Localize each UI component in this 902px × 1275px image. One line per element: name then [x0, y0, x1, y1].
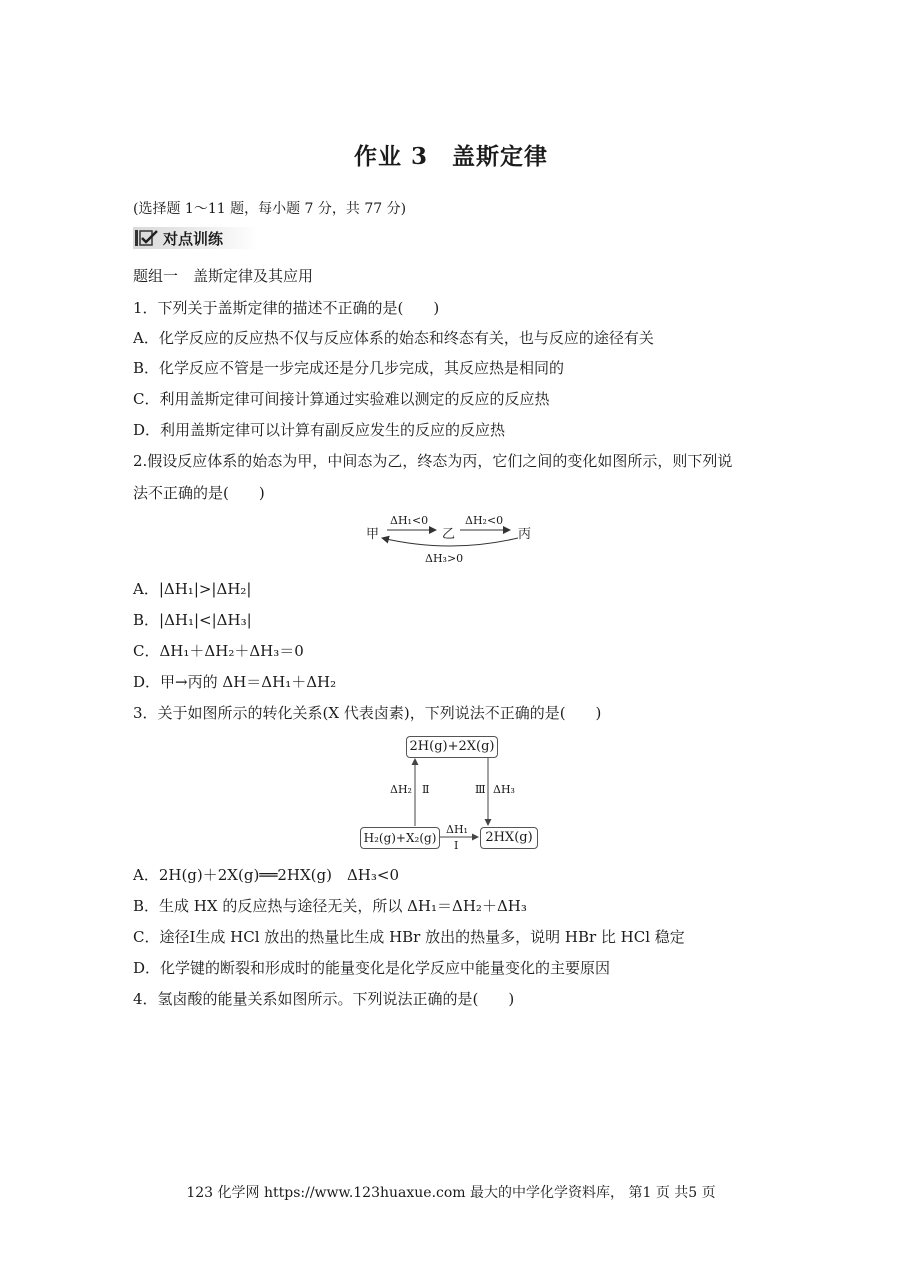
q3-box-left: H₂(g)+X₂(g) [360, 827, 440, 849]
q3-box-right: 2HX(g) [480, 827, 538, 849]
q3-label-dh3: ΔH₃ [493, 783, 515, 796]
score-note: (选择题 1～11 题，每小题 7 分，共 77 分) [133, 201, 407, 217]
group-heading: 题组一 盖斯定律及其应用 [133, 267, 314, 285]
q2-state-end: 丙 [518, 527, 532, 542]
q2-stem-line2: 法不正确的是( ) [133, 484, 265, 502]
q2-option-a: A．|ΔH₁|>|ΔH₂| [133, 580, 252, 598]
q3-option-c: C．途径Ⅰ生成 HCl 放出的热量比生成 HBr 放出的热量多，说明 HBr 比 HCl 稳定 [133, 928, 685, 946]
q2-option-d: D．甲→丙的 ΔH＝ΔH₁＋ΔH₂ [133, 673, 337, 691]
q2-state-mid: 乙 [442, 527, 456, 542]
q3-label-dh1: ΔH₁ [446, 823, 468, 836]
q1-option-c: C．利用盖斯定律可间接计算通过实验难以测定的反应的反应热 [133, 390, 550, 408]
q2-label-dh2: ΔH₂<0 [465, 514, 504, 527]
q2-label-dh3: ΔH₃>0 [425, 552, 464, 565]
q1-option-a: A．化学反应的反应热不仅与反应体系的始态和终态有关，也与反应的途径有关 [133, 329, 654, 347]
q3-box-top: 2H(g)+2X(g) [406, 736, 498, 758]
q2-diagram [360, 510, 550, 570]
q1-option-d: D．利用盖斯定律可以计算有副反应发生的反应的反应热 [133, 421, 506, 439]
checkmark-icon [135, 229, 159, 247]
q3-option-d: D．化学键的断裂和形成时的能量变化是化学反应中能量变化的主要原因 [133, 959, 611, 977]
section-header [133, 227, 258, 249]
q2-option-b: B．|ΔH₁|<|ΔH₃| [133, 611, 252, 629]
q2-stem-line1: 2.假设反应体系的始态为甲，中间态为乙，终态为丙，它们之间的变化如图所示，则下列说 [133, 452, 733, 470]
page-title: 作业 3 盖斯定律 [353, 143, 548, 170]
q3-diagram [358, 734, 543, 852]
q3-label-path2: Ⅱ [422, 783, 430, 796]
q1-option-b: B．化学反应不管是一步完成还是分几步完成，其反应热是相同的 [133, 359, 565, 377]
q3-label-path1: Ⅰ [454, 839, 459, 852]
section-label: 对点训练 [163, 230, 224, 248]
q3-stem: 3．关于如图所示的转化关系(X 代表卤素)，下列说法不正确的是( ) [133, 704, 602, 722]
page-footer: 123 化学网 https://www.123huaxue.com 最大的中学化学资料库， 第1 页 共5 页 [186, 1185, 716, 1201]
q1-stem: 1．下列关于盖斯定律的描述不正确的是( ) [133, 299, 440, 317]
q2-label-dh1: ΔH₁<0 [390, 514, 429, 527]
q3-option-a: A．2H(g)＋2X(g)══2HX(g) ΔH₃<0 [133, 866, 400, 884]
q2-state-start: 甲 [366, 527, 380, 542]
q4-stem: 4．氢卤酸的能量关系如图所示。下列说法正确的是( ) [133, 990, 515, 1008]
q3-label-path3: Ⅲ [475, 783, 486, 796]
q3-label-dh2: ΔH₂ [390, 783, 412, 796]
q3-option-b: B．生成 HX 的反应热与途径无关，所以 ΔH₁＝ΔH₂＋ΔH₃ [133, 897, 527, 915]
q2-option-c: C．ΔH₁＋ΔH₂＋ΔH₃＝0 [133, 642, 304, 660]
